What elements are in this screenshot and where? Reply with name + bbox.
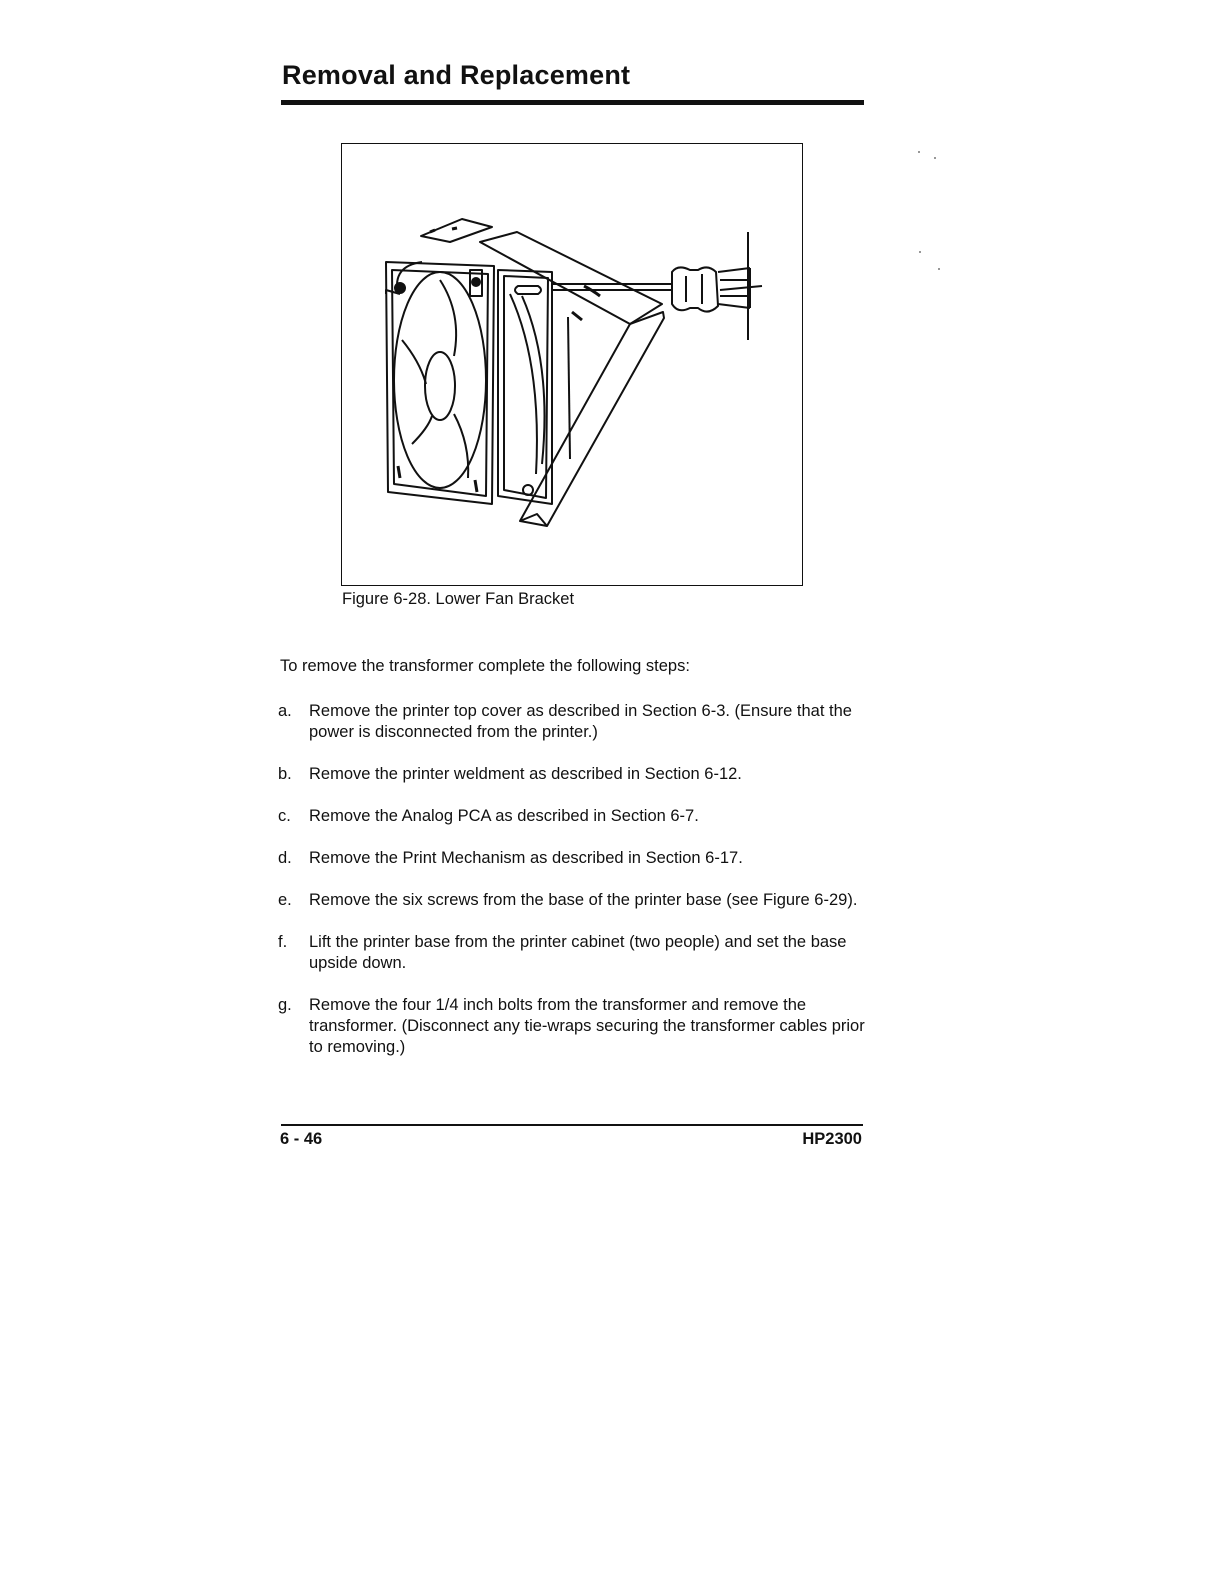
- step-letter: a.: [278, 702, 292, 720]
- step-letter: b.: [278, 765, 292, 783]
- list-item: [278, 932, 868, 974]
- step-list: [278, 701, 868, 1058]
- scan-speck: [934, 157, 936, 159]
- step-letter: e.: [278, 891, 292, 909]
- step-letter: f.: [278, 933, 288, 951]
- list-item: [278, 848, 868, 869]
- step-text: Remove the Analog PCA as described in Section 6-7.: [309, 807, 699, 825]
- document-id: HP2300: [802, 1130, 862, 1148]
- step-text: Lift the printer base from the printer cabinet (two people) and set the base upside down.: [309, 933, 847, 972]
- list-item: [278, 806, 868, 827]
- list-item: [278, 890, 868, 911]
- step-text: Remove the six screws from the base of the printer base (see Figure 6-29).: [309, 891, 858, 909]
- step-letter: d.: [278, 849, 292, 867]
- intro-text: To remove the transformer complete the following steps:: [280, 657, 690, 675]
- step-text: Remove the printer weldment as described in Section 6-12.: [309, 765, 742, 783]
- scan-speck: [919, 251, 921, 253]
- page-number: 6 - 46: [280, 1130, 323, 1148]
- figure-caption: Figure 6-28. Lower Fan Bracket: [342, 590, 575, 608]
- title-rule: [281, 100, 864, 105]
- step-text: Remove the four 1/4 inch bolts from the transformer and remove the transformer. (Disconnect any tie-wraps securing the transformer cables prior to removing.): [309, 996, 865, 1056]
- list-item: [278, 995, 868, 1058]
- list-item: [278, 701, 868, 743]
- scan-speck: [938, 268, 940, 270]
- scan-speck: [918, 151, 920, 153]
- page-title: Removal and Replacement: [282, 60, 631, 90]
- step-text: Remove the printer top cover as described in Section 6-3. (Ensure that the power is disconnected from the printer.): [309, 702, 852, 741]
- list-item: [278, 764, 868, 785]
- step-text: Remove the Print Mechanism as described in Section 6-17.: [309, 849, 743, 867]
- step-letter: g.: [278, 996, 292, 1014]
- figure-frame: [341, 143, 803, 586]
- step-letter: c.: [278, 807, 291, 825]
- fan-bracket-illustration: [342, 144, 804, 587]
- footer-rule: [281, 1124, 863, 1126]
